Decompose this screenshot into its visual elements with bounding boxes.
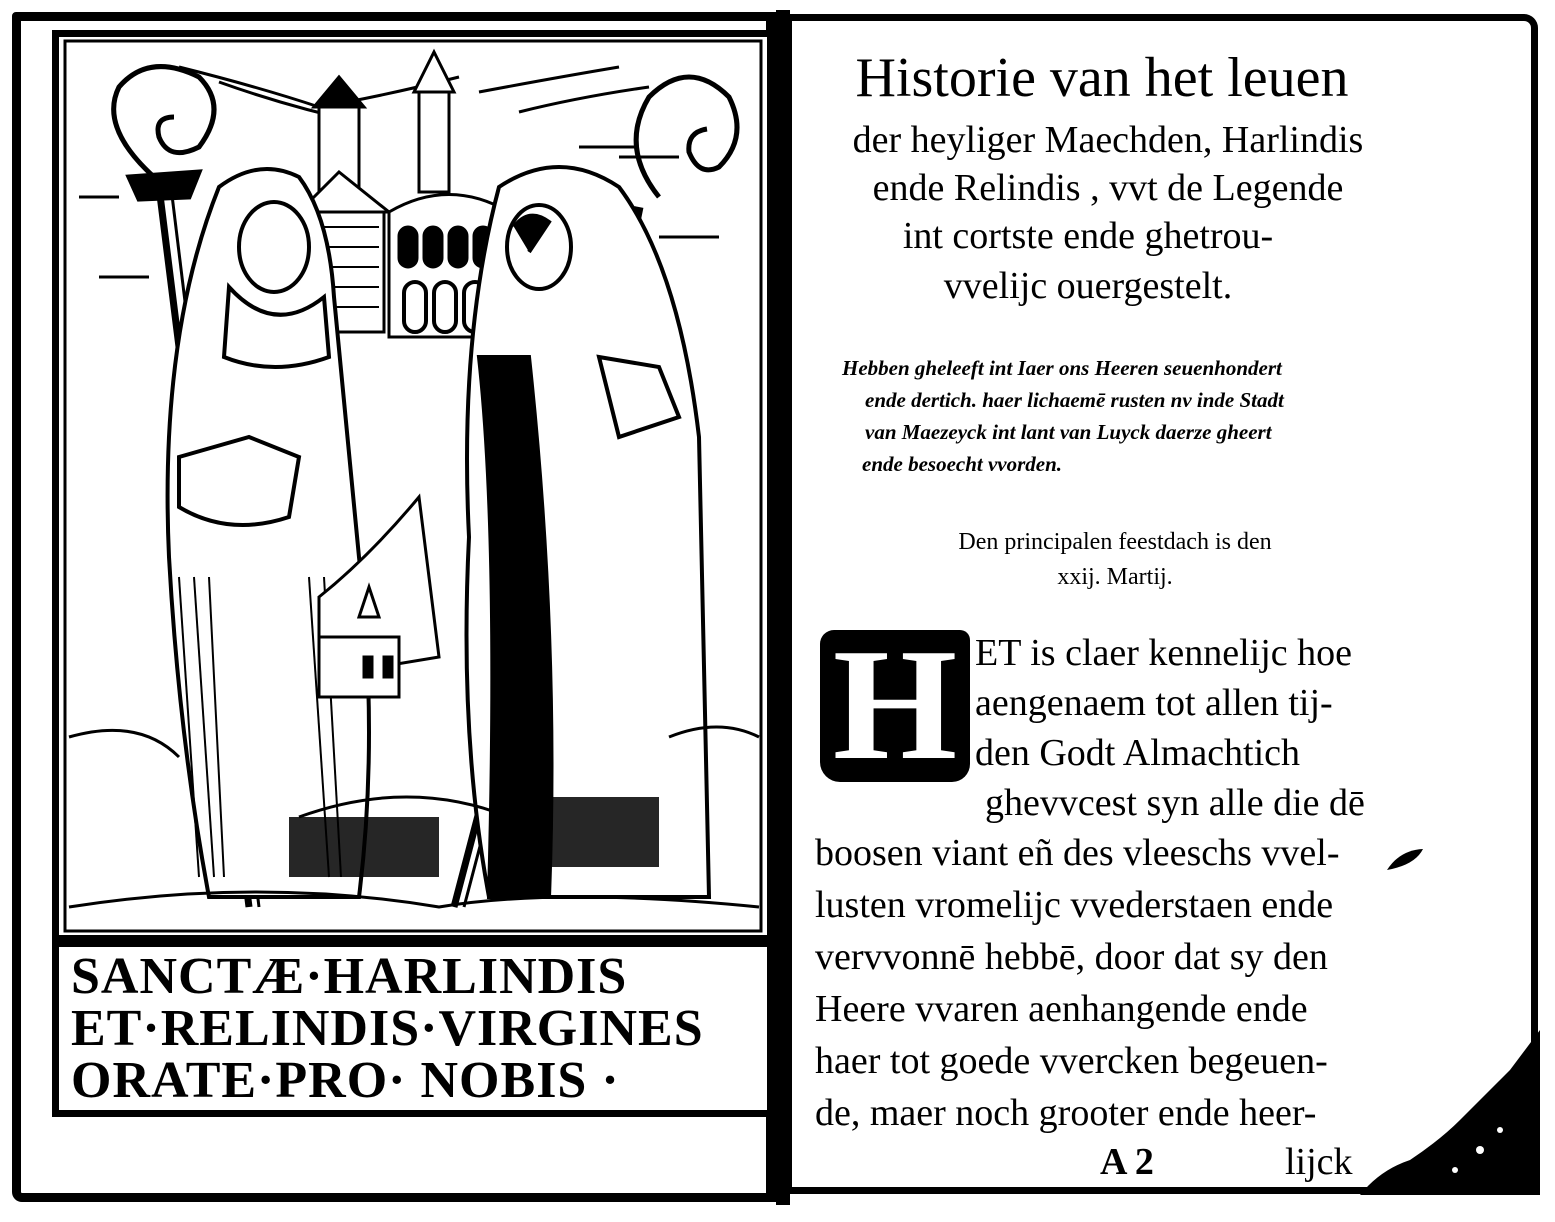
inscription-line: SANCTÆ·HARLINDIS xyxy=(71,947,628,1005)
italic-note-line: van Maezeyck int lant van Luyck daerze gheert xyxy=(865,420,1272,444)
decorated-initial xyxy=(820,630,970,782)
body-line: ET is claer kennelijc hoe xyxy=(975,632,1353,674)
woodcut-illustration xyxy=(52,30,774,942)
inscription-panel xyxy=(52,942,774,1117)
ink-blot xyxy=(1385,845,1425,875)
body-line: lusten vromelijc vvederstaen ende xyxy=(815,884,1334,926)
body-line: den Godt Almachtich xyxy=(975,732,1301,774)
body-line: ghevvcest syn alle die dē xyxy=(985,782,1365,824)
body-line: de, maer noch grooter ende heer- xyxy=(815,1092,1317,1134)
body-line: aengenaem tot allen tij- xyxy=(975,682,1333,724)
italic-note-line: ende dertich. haer lichaemē rusten nv inde Stadt xyxy=(865,388,1284,412)
drop-cap-letter: H xyxy=(832,630,958,782)
signature-mark: A 2 xyxy=(1100,1141,1154,1183)
body-line: Heere vvaren aenhangende ende xyxy=(815,988,1308,1030)
italic-note-line: Hebben gheleeft int Iaer ons Heeren seuenhondert xyxy=(842,356,1282,380)
body-line: boosen viant eñ des vleeschs vvel- xyxy=(815,832,1340,874)
inscription-line: ORATE·PRO· NOBIS · xyxy=(71,1051,620,1109)
title-line: der heyliger Maechden, Harlindis xyxy=(852,119,1364,161)
body-line: vervvonnē hebbē, door dat sy den xyxy=(815,936,1328,978)
feast-day-line: xxij. Martij. xyxy=(1057,564,1173,590)
title-line: vvelijc ouergestelt. xyxy=(943,265,1233,307)
title-line: ende Relindis , vvt de Legende xyxy=(872,167,1344,209)
ink-damage-stain xyxy=(1360,1030,1540,1195)
body-line: haer tot goede vvercken begeuen- xyxy=(815,1040,1328,1082)
feast-day-line: Den principalen feestdach is den xyxy=(958,529,1272,555)
saints-woodcut-image xyxy=(59,37,767,935)
catchword: lijck xyxy=(1285,1141,1353,1183)
inscription-line: ET·RELINDIS·VIRGINES xyxy=(71,999,704,1057)
title-heading: Historie van het leuen xyxy=(855,47,1349,109)
title-line: int cortste ende ghetrou- xyxy=(902,215,1274,257)
italic-note-line: ende besoecht vvorden. xyxy=(862,452,1063,476)
